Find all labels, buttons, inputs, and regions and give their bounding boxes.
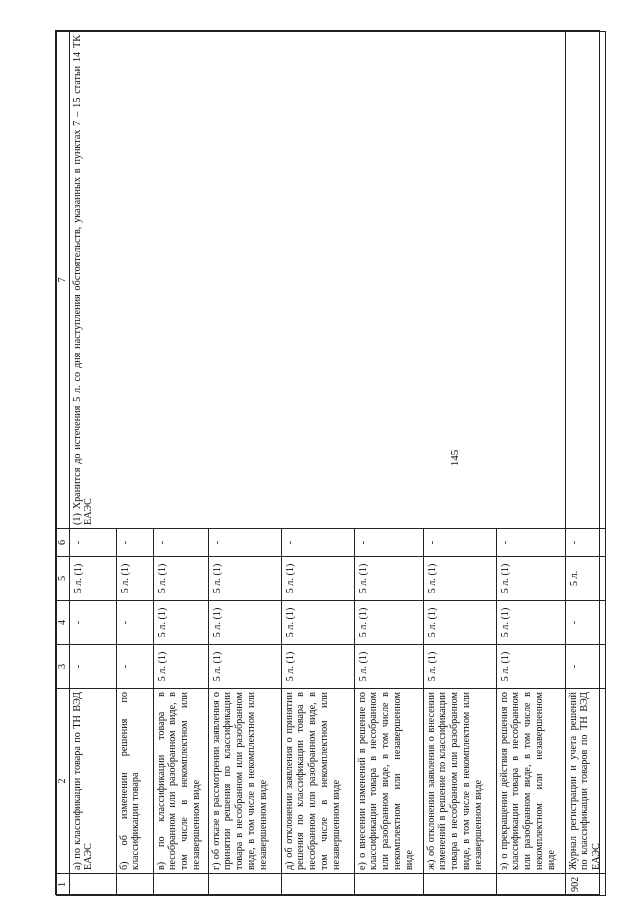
row-code (116, 874, 153, 896)
col4-value: 5 л. (1) (281, 601, 354, 645)
column-header: 5 (57, 557, 70, 601)
header-row (57, 32, 70, 896)
column-header: 6 (57, 529, 70, 557)
col4-value: 5 л. (1) (153, 601, 208, 645)
row-description: Журнал регистрации и учета решений по классификации товаров по ТН ВЭД ЕАЭС (565, 689, 605, 874)
col6-value: - (281, 529, 354, 557)
col3-value: 5 л. (1) (423, 645, 496, 689)
col6-value: - (208, 529, 281, 557)
row-description: а) по классификации товара по ТН ВЭД ЕАЭС (69, 689, 116, 874)
column-header: 7 (57, 32, 70, 529)
retention-table (56, 31, 606, 896)
col5-value: 5 л. (1) (496, 557, 565, 601)
col3-value: 5 л. (1) (496, 645, 565, 689)
col4-value: 5 л. (1) (354, 601, 423, 645)
row-code: 902 (565, 874, 605, 896)
col5-value: 5 л. (1) (208, 557, 281, 601)
row-code (208, 874, 281, 896)
row-note: (1) Хранится до истечения 5 л. со дня наступления обстоятельств, указанных в пунктах 7 – 15 статьи 14 ТК ЕАЭС (69, 32, 565, 529)
col4-value: - (565, 601, 605, 645)
col5-value: 5 л. (1) (281, 557, 354, 601)
col5-value: 5 л. (1) (116, 557, 153, 601)
col6-value: - (116, 529, 153, 557)
row-code (423, 874, 496, 896)
column-header: 3 (57, 645, 70, 689)
row-code (153, 874, 208, 896)
page-number: 145 (449, 449, 461, 467)
column-header: 1 (57, 874, 70, 896)
row-code (69, 874, 116, 896)
row-description: в) по классификации товара в несобранном или разобранном виде, в том числе в некомплектном или незавершенном виде (153, 689, 208, 874)
col4-value: 5 л. (1) (208, 601, 281, 645)
row-description: б) об изменении решения по классификации товара (116, 689, 153, 874)
col4-value: 5 л. (1) (423, 601, 496, 645)
row-description: д) об отклонении заявления о принятии решения по классификации товара в несобранном или разобранном виде, в том числе в некомплектном или незавершенном виде (281, 689, 354, 874)
row-description: з) о прекращении действия решения по классификации товара в несобранном или разобранном виде, в том числе в некомплектном или незавершенном виде (496, 689, 565, 874)
col3-value: 5 л. (1) (354, 645, 423, 689)
col6-value: - (69, 529, 116, 557)
row-code (496, 874, 565, 896)
column-header: 4 (57, 601, 70, 645)
col6-value: - (565, 529, 605, 557)
col6-value: - (423, 529, 496, 557)
col3-value: 5 л. (1) (208, 645, 281, 689)
col3-value: - (116, 645, 153, 689)
row-description: г) об отказе в рассмотрении заявления о принятии решения по классификации товара в несобранном или разобранном виде, в том числе в некомплектном или незавершенном виде (208, 689, 281, 874)
row-note (565, 32, 605, 529)
col5-value: 5 л. (1) (69, 557, 116, 601)
col5-value: 5 л. (1) (354, 557, 423, 601)
row-code (354, 874, 423, 896)
rotated-table-container (56, 31, 601, 896)
table-row (565, 32, 605, 896)
col5-value: 5 л. (1) (423, 557, 496, 601)
col6-value: - (153, 529, 208, 557)
column-header: 2 (57, 689, 70, 874)
row-code (281, 874, 354, 896)
col6-value: - (496, 529, 565, 557)
row-description: ж) об отклонении заявления о внесении изменений в решение по классификации товара в несобранном или разобранном виде, в том числе в некомплектном или незавершенном виде (423, 689, 496, 874)
col4-value: 5 л. (1) (496, 601, 565, 645)
col3-value: - (69, 645, 116, 689)
col6-value: - (354, 529, 423, 557)
col4-value: - (116, 601, 153, 645)
col3-value: 5 л. (1) (153, 645, 208, 689)
col5-value: 5 л. (1) (153, 557, 208, 601)
col5-value: 5 л. (565, 557, 605, 601)
document-frame (55, 30, 603, 895)
row-description: е) о внесении изменений в решение по классификации товара в несобранном или разобранном виде, в том числе в некомплектном или незавершенном виде (354, 689, 423, 874)
col4-value: - (69, 601, 116, 645)
col3-value: 5 л. (1) (281, 645, 354, 689)
table-row (69, 32, 116, 896)
col3-value: - (565, 645, 605, 689)
